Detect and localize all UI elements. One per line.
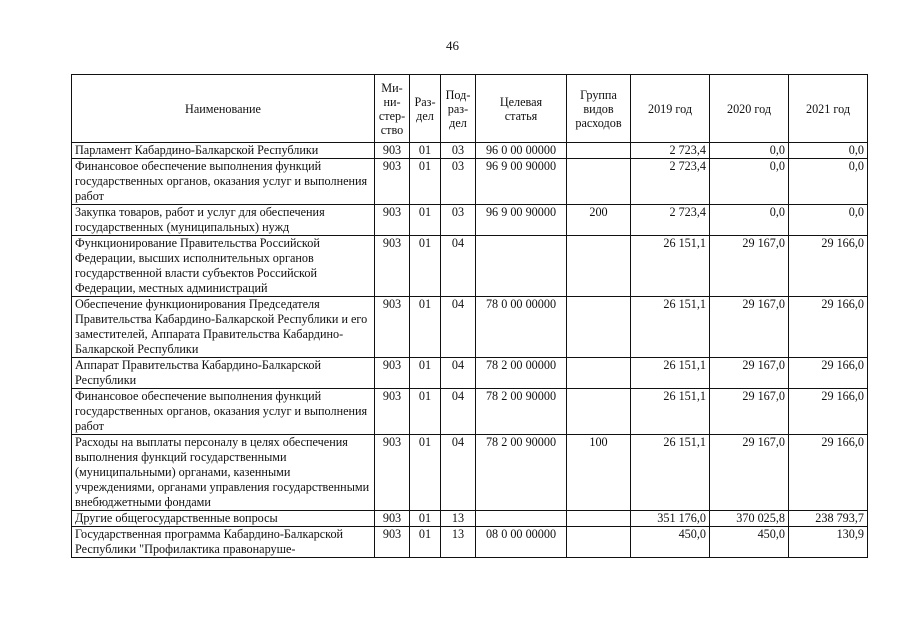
cell-section: 01 [410,527,441,558]
cell-section: 01 [410,205,441,236]
cell-2019: 26 151,1 [631,236,710,297]
cell-expense-group: 100 [567,435,631,511]
cell-target-article: 96 0 00 00000 [476,143,567,159]
cell-2019: 2 723,4 [631,159,710,205]
header-2019: 2019 год [631,75,710,143]
cell-target-article: 78 0 00 00000 [476,297,567,358]
cell-expense-group: 200 [567,205,631,236]
cell-subsection: 03 [441,205,476,236]
cell-name: Парламент Кабардино-Балкарской Республики [72,143,375,159]
cell-2020: 0,0 [710,143,789,159]
cell-subsection: 13 [441,527,476,558]
cell-2020: 370 025,8 [710,511,789,527]
cell-expense-group [567,358,631,389]
budget-table [71,74,868,558]
cell-subsection: 04 [441,389,476,435]
cell-2021: 0,0 [789,143,868,159]
cell-target-article [476,511,567,527]
table-body [72,143,868,558]
table-row [72,358,868,389]
cell-section: 01 [410,358,441,389]
cell-target-article: 78 2 00 00000 [476,358,567,389]
cell-ministry: 903 [375,205,410,236]
header-2020: 2020 год [710,75,789,143]
cell-subsection: 04 [441,297,476,358]
cell-2020: 0,0 [710,205,789,236]
table-row [72,159,868,205]
cell-target-article: 96 9 00 90000 [476,205,567,236]
header-subsection: Под- раз- дел [441,75,476,143]
cell-expense-group [567,511,631,527]
cell-2019: 26 151,1 [631,389,710,435]
cell-name: Функционирование Правительства Российской Федерации, высших исполнительных органов государственной власти субъектов Российской Федерации, местных администраций [72,236,375,297]
cell-2021: 29 166,0 [789,435,868,511]
cell-target-article: 96 9 00 90000 [476,159,567,205]
cell-name: Государственная программа Кабардино-Балкарской Республики "Профилактика правонаруше- [72,527,375,558]
cell-ministry: 903 [375,527,410,558]
cell-name: Другие общегосударственные вопросы [72,511,375,527]
cell-name: Расходы на выплаты персоналу в целях обеспечения выполнения функций государственными (муниципальными) органами, казенными учреждениями, органами управления государственными внебюджетными фондами [72,435,375,511]
cell-name: Аппарат Правительства Кабардино-Балкарской Республики [72,358,375,389]
cell-2021: 29 166,0 [789,297,868,358]
cell-2020: 29 167,0 [710,297,789,358]
cell-ministry: 903 [375,236,410,297]
cell-subsection: 03 [441,159,476,205]
cell-section: 01 [410,236,441,297]
cell-2021: 130,9 [789,527,868,558]
cell-subsection: 03 [441,143,476,159]
cell-name: Обеспечение функционирования Председателя Правительства Кабардино-Балкарской Республики и его заместителей, Аппарата Правительства Кабардино-Балкарской Республики [72,297,375,358]
cell-target-article: 78 2 00 90000 [476,389,567,435]
header-name: Наименование [72,75,375,143]
table-header-row [72,75,868,143]
cell-subsection: 13 [441,511,476,527]
cell-2019: 26 151,1 [631,435,710,511]
cell-name: Финансовое обеспечение выполнения функций государственных органов, оказания услуг и выполнения работ [72,159,375,205]
cell-section: 01 [410,143,441,159]
cell-name: Финансовое обеспечение выполнения функций государственных органов, оказания услуг и выполнения работ [72,389,375,435]
cell-section: 01 [410,511,441,527]
cell-expense-group [567,389,631,435]
cell-expense-group [567,143,631,159]
cell-subsection: 04 [441,358,476,389]
header-expense-group: Группа видов расходов [567,75,631,143]
cell-name: Закупка товаров, работ и услуг для обеспечения государственных (муниципальных) нужд [72,205,375,236]
cell-expense-group [567,159,631,205]
cell-subsection: 04 [441,236,476,297]
cell-target-article: 08 0 00 00000 [476,527,567,558]
cell-ministry: 903 [375,389,410,435]
cell-2020: 29 167,0 [710,236,789,297]
cell-2019: 26 151,1 [631,297,710,358]
cell-2019: 450,0 [631,527,710,558]
table-row [72,236,868,297]
cell-2020: 0,0 [710,159,789,205]
cell-ministry: 903 [375,435,410,511]
table-row [72,205,868,236]
cell-expense-group [567,527,631,558]
header-2021: 2021 год [789,75,868,143]
header-section: Раз- дел [410,75,441,143]
cell-2020: 29 167,0 [710,435,789,511]
cell-expense-group [567,236,631,297]
cell-expense-group [567,297,631,358]
cell-2021: 29 166,0 [789,236,868,297]
cell-2021: 0,0 [789,205,868,236]
table-row [72,389,868,435]
cell-ministry: 903 [375,297,410,358]
cell-subsection: 04 [441,435,476,511]
cell-ministry: 903 [375,143,410,159]
cell-target-article [476,236,567,297]
cell-2020: 450,0 [710,527,789,558]
table-row [72,435,868,511]
table-row [72,511,868,527]
cell-2020: 29 167,0 [710,358,789,389]
cell-2021: 29 166,0 [789,389,868,435]
header-target-article: Целевая статья [476,75,567,143]
cell-section: 01 [410,389,441,435]
cell-2021: 29 166,0 [789,358,868,389]
cell-2021: 238 793,7 [789,511,868,527]
table-row [72,143,868,159]
table-row [72,527,868,558]
header-ministry: Ми- ни- стер- ство [375,75,410,143]
cell-2021: 0,0 [789,159,868,205]
table-row [72,297,868,358]
cell-2019: 2 723,4 [631,205,710,236]
cell-ministry: 903 [375,358,410,389]
cell-section: 01 [410,159,441,205]
cell-ministry: 903 [375,159,410,205]
cell-ministry: 903 [375,511,410,527]
cell-section: 01 [410,297,441,358]
cell-section: 01 [410,435,441,511]
page-number: 46 [446,38,459,53]
cell-2019: 351 176,0 [631,511,710,527]
cell-target-article: 78 2 00 90000 [476,435,567,511]
cell-2019: 2 723,4 [631,143,710,159]
cell-2020: 29 167,0 [710,389,789,435]
cell-2019: 26 151,1 [631,358,710,389]
